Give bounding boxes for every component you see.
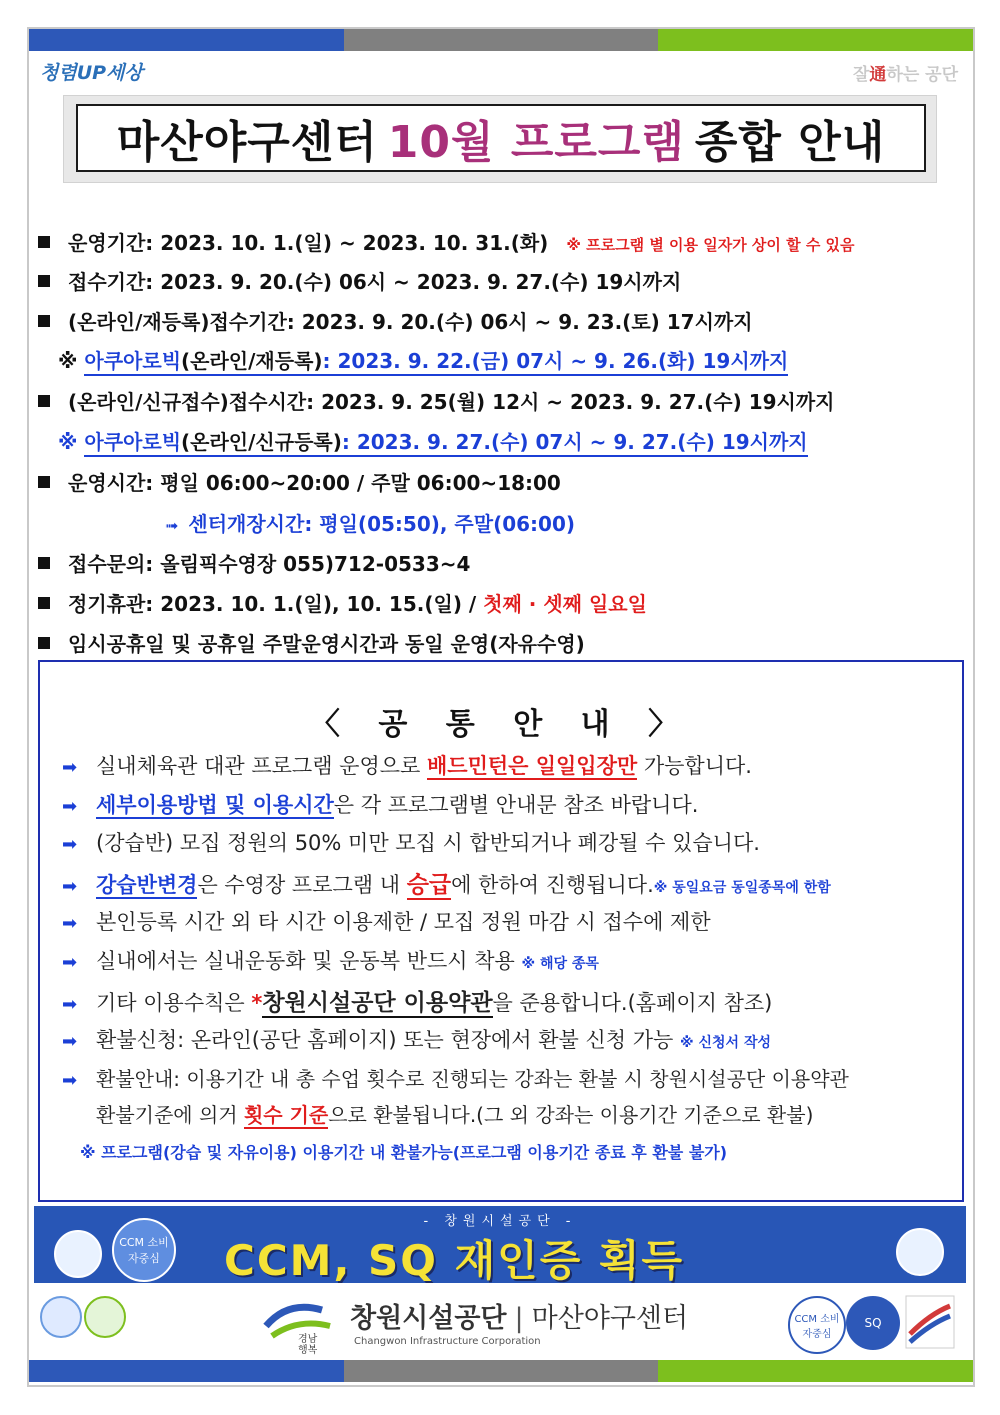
info-registration: 접수기간: 2023. 9. 20.(수) 06시 ~ 2023. 9. 27.(수) 19시까지	[38, 266, 681, 295]
arrow-icon: ➡	[62, 994, 78, 1015]
slogan-logo: 잘通하는 공단	[852, 65, 958, 85]
arrow-icon: ➡	[62, 834, 78, 855]
notice-item: ➡ (강습반) 모집 정원의 50% 미만 모집 시 합반되거나 폐강될 수 있습니다.	[62, 831, 760, 855]
info-aqua-new: ※ 아쿠아로빅(온라인/신규등록): 2023. 9. 27.(수) 07시 ~ 9. 27.(수) 19시까지	[58, 426, 808, 455]
mascot-icon	[84, 1296, 126, 1338]
notice-item: ➡ 세부이용방법 및 이용시간은 각 프로그램별 안내문 참조 바랍니다.	[62, 793, 699, 817]
page-title: 마산야구센터 10월 프로그램 종합 안내	[76, 104, 926, 172]
refund-footnote: ※ 프로그램(강습 및 자유이용) 이용기간 내 환불가능(프로그램 이용기간 종료 후 환불 불가)	[80, 1143, 728, 1162]
banner-title: CCM, SQ 재인증 획득	[224, 1236, 685, 1285]
arrow-icon: ➡	[62, 1031, 78, 1052]
notice-item: ➡ 환불신청: 온라인(공단 홈페이지) 또는 현장에서 환불 신청 가능 ※ 신청서 작성	[62, 1028, 771, 1052]
notice-item: ➡ 기타 이용수칙은 *창원시설공단 이용약관을 준용합니다.(홈페이지 참조)	[62, 990, 773, 1016]
notice-item: ➡ 환불안내: 이용기간 내 총 수업 횟수로 진행되는 강좌는 환불 시 창원시설공단 이용약관	[62, 1067, 849, 1091]
info-open-time: ➟ 센터개장시간: 평일(05:50), 주말(06:00)	[165, 512, 576, 536]
notice-item: ➡ 실내에서는 실내운동화 및 운동복 반드시 착용 ※ 해당 종목	[62, 949, 599, 973]
info-temporary: 임시공휴일 및 공휴일 주말운영시간과 동일 운영(자유수영)	[38, 628, 585, 657]
info-rereg: (온라인/재등록)접수기간: 2023. 9. 20.(수) 06시 ~ 9. 23.(토) 17시까지	[38, 306, 753, 335]
sq-logo-icon: SQ	[846, 1296, 900, 1350]
arrow-icon: ➡	[62, 757, 78, 778]
ccm-badge-icon: CCM 소비자중심	[112, 1218, 176, 1282]
notice-title: 〈 공 통 안 내 〉	[309, 707, 693, 742]
arrow-icon: ➡	[62, 876, 78, 897]
info-aqua-rereg: ※ 아쿠아로빅(온라인/재등록): 2023. 9. 22.(금) 07시 ~ 9. 26.(화) 19시까지	[58, 345, 788, 374]
notice-item-continued: 환불기준에 의거 횟수 기준으로 환불됩니다.(그 외 강좌는 이용기간 기준으로 환불)	[96, 1103, 814, 1127]
notice-item: ➡ 실내체육관 대관 프로그램 운영으로 배드민턴은 일일입장만 가능합니다.	[62, 754, 752, 778]
info-contact: 접수문의: 올림픽수영장 055)712-0533~4	[38, 548, 470, 577]
mascot-icon	[54, 1230, 102, 1278]
slogan-text: 경남 행복	[298, 1334, 318, 1356]
info-period: 운영기간: 2023. 10. 1.(일) ~ 2023. 10. 31.(화) ※ 프로그램 별 이용 일자가 상이 할 수 있음	[38, 227, 855, 256]
arrow-icon: ➡	[62, 913, 78, 934]
arrow-icon: ➡	[62, 952, 78, 973]
ccm-logo-icon: CCM 소비자중심	[788, 1296, 846, 1354]
info-newreg: (온라인/신규접수)접수시간: 2023. 9. 25(월) 12시 ~ 2023. 9. 27.(수) 19시까지	[38, 386, 835, 415]
info-hours: 운영시간: 평일 06:00~20:00 / 주말 06:00~18:00	[38, 467, 561, 496]
notice-item: ➡ 본인등록 시간 외 타 시간 이용제한 / 모집 정원 마감 시 접수에 제한	[62, 910, 711, 934]
mascot-icon	[40, 1296, 82, 1338]
arrow-icon: ➡	[62, 796, 78, 817]
banner-subtitle: - 창원시설공단 -	[423, 1214, 577, 1229]
bottom-color-bar	[29, 1360, 973, 1382]
integrity-logo: 청렴UP세상	[40, 62, 143, 84]
arrow-icon: ➟	[165, 516, 179, 535]
notice-item: ➡ 강습반변경은 수영장 프로그램 내 승급에 한하여 진행됩니다.※ 동일요금 동일종목에 한함	[62, 872, 831, 898]
certification-banner	[34, 1206, 966, 1283]
flag-logo-icon	[904, 1294, 956, 1350]
footer-org-english: Changwon Infrastructure Corporation	[354, 1336, 541, 1347]
info-closed: 정기휴관: 2023. 10. 1.(일), 10. 15.(일) / 첫째 · 셋째 일요일	[38, 588, 647, 617]
footer-org: 창원시설공단 | 마산야구센터	[350, 1303, 689, 1334]
mascot-icon	[896, 1228, 944, 1276]
arrow-icon: ➡	[62, 1070, 78, 1091]
common-notice-box	[38, 660, 964, 1202]
